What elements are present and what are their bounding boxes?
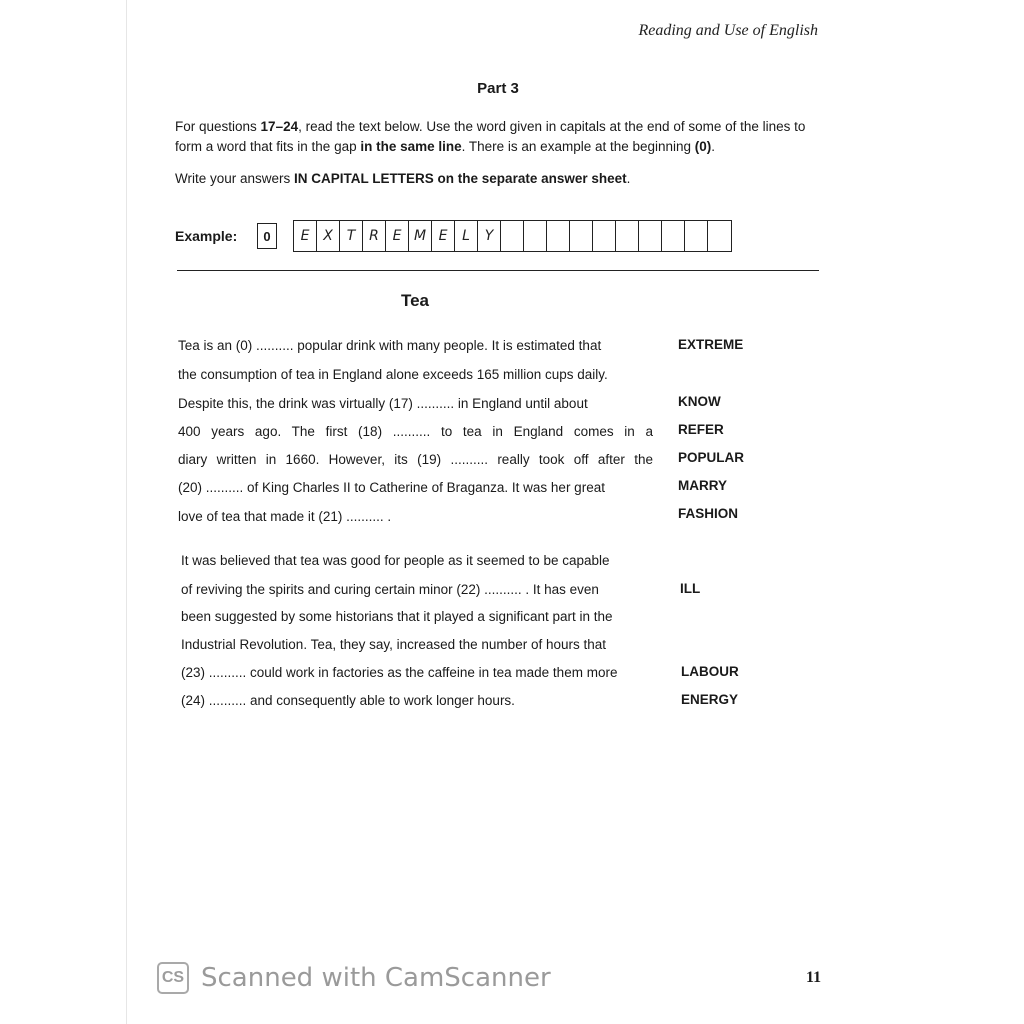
keyword-know: KNOW: [678, 394, 721, 409]
instruction-emphasis: IN CAPITAL LETTERS on the separate answer sheet: [294, 171, 627, 186]
instruction-text: , read the text below. Use the word given in capitals at the end of some of the lines to form a word that fits in the gap: [175, 119, 806, 154]
answer-letter-box: [501, 221, 524, 251]
text-title: Tea: [400, 291, 430, 310]
example-label: Example:: [175, 228, 238, 244]
text-line: (23) .......... could work in factories as the caffeine in tea made them more: [181, 665, 618, 680]
answer-letter-box: [708, 221, 731, 251]
answer-letter-box: [570, 221, 593, 251]
keyword-popular: POPULAR: [678, 450, 745, 465]
text-line: been suggested by some historians that it played a significant part in the: [181, 609, 613, 624]
instructions: [175, 117, 825, 189]
text-line: Tea is an (0) .......... popular drink with many people. It is estimated that: [178, 338, 602, 353]
answer-letter-box: [593, 221, 616, 251]
question-range: 17–24: [260, 119, 299, 134]
instructions-paragraph-2: [175, 169, 825, 189]
instruction-text: . There is an example at the beginning: [461, 139, 695, 154]
answer-letter-box: X: [317, 221, 340, 251]
answer-letter-box: L: [455, 221, 478, 251]
instruction-text: For questions: [175, 119, 261, 134]
answer-letter-box: [639, 221, 662, 251]
text-line: 400 years ago. The first (18) .......... to tea in England comes in a: [178, 424, 653, 439]
keyword-ill: ILL: [680, 581, 701, 596]
instruction-text: .: [711, 139, 716, 154]
text-line: Despite this, the drink was virtually (17) .......... in England until about: [178, 396, 588, 411]
answer-letter-box: M: [409, 221, 432, 251]
text-line: love of tea that made it (21) .......... .: [178, 509, 392, 524]
divider-rule: [177, 270, 819, 271]
text-line: (20) .......... of King Charles II to Catherine of Braganza. It was her great: [178, 480, 605, 495]
page-number: 11: [806, 969, 822, 986]
instruction-emphasis: in the same line: [360, 139, 462, 154]
camscanner-logo-icon: CS: [157, 962, 189, 994]
answer-letter-box: [662, 221, 685, 251]
keyword-extreme: EXTREME: [678, 337, 744, 352]
example-answer-boxes: [293, 220, 732, 252]
answer-letter-box: [547, 221, 570, 251]
keyword-energy: ENERGY: [681, 692, 739, 707]
instructions-paragraph-1: [175, 117, 825, 157]
answer-letter-box: [524, 221, 547, 251]
instruction-text: Write your answers: [175, 171, 295, 186]
keyword-fashion: FASHION: [678, 506, 739, 521]
instruction-text: .: [626, 171, 631, 186]
keyword-refer: REFER: [678, 422, 724, 437]
answer-letter-box: [685, 221, 708, 251]
scanner-watermark-text: Scanned with CamScanner: [201, 963, 551, 993]
page-edge: [126, 0, 127, 1024]
text-line: (24) .......... and consequently able to work longer hours.: [181, 693, 515, 708]
keyword-labour: LABOUR: [681, 664, 739, 679]
answer-letter-box: [616, 221, 639, 251]
running-head: Reading and Use of English: [638, 22, 818, 39]
answer-letter-box: Y: [478, 221, 501, 251]
answer-letter-box: T: [340, 221, 363, 251]
part-title: Part 3: [477, 80, 519, 97]
text-line: diary written in 1660. However, its (19) .......... really took off after the: [178, 452, 653, 467]
example-number-box: 0: [257, 223, 277, 249]
text-line: of reviving the spirits and curing certain minor (22) .......... . It has even: [181, 582, 599, 597]
keyword-marry: MARRY: [678, 478, 727, 493]
answer-letter-box: R: [363, 221, 386, 251]
text-line: Industrial Revolution. Tea, they say, increased the number of hours that: [181, 637, 606, 652]
answer-letter-box: E: [432, 221, 455, 251]
example-reference: (0): [694, 139, 712, 154]
text-line: It was believed that tea was good for people as it seemed to be capable: [181, 553, 610, 568]
answer-letter-box: E: [294, 221, 317, 251]
example-row: [175, 220, 732, 252]
answer-letter-box: E: [386, 221, 409, 251]
text-line: the consumption of tea in England alone exceeds 165 million cups daily.: [178, 367, 608, 382]
